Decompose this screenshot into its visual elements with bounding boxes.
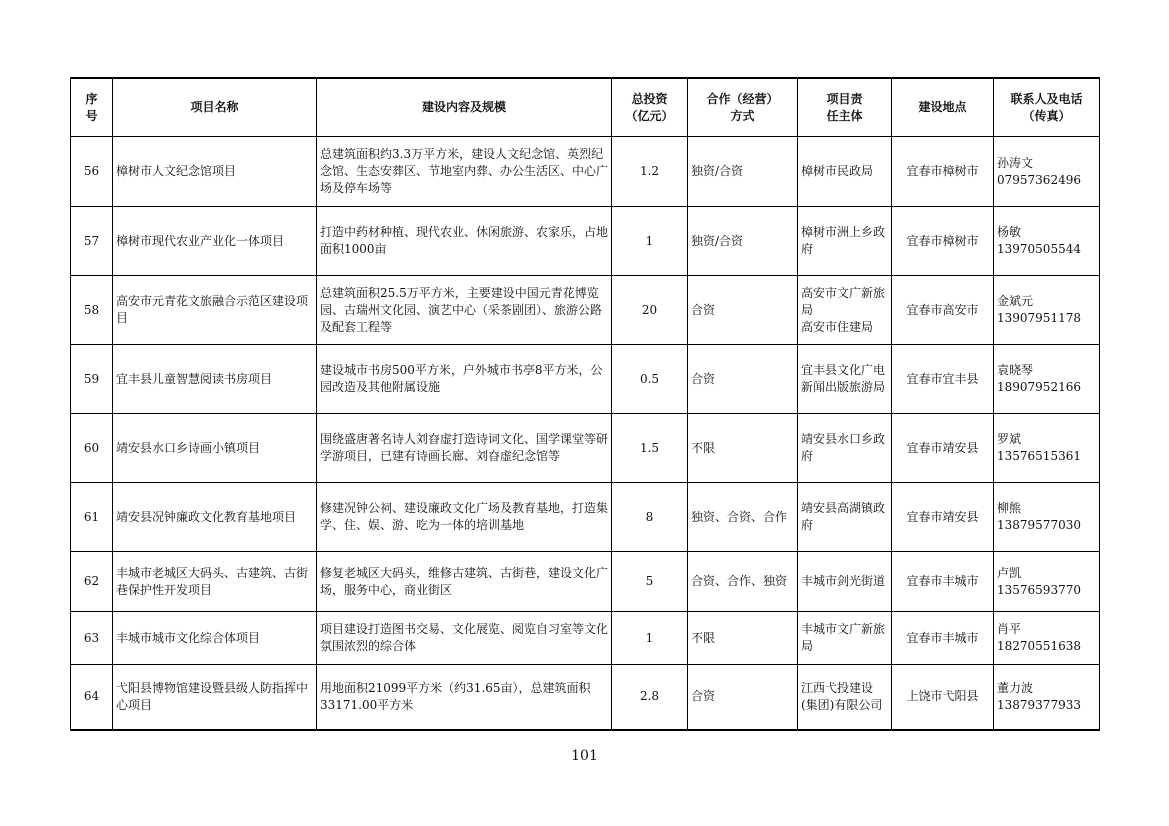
contact-phone: 13907951178 (997, 311, 1081, 325)
header-location: 建设地点 (892, 78, 994, 137)
contact-cell (994, 276, 1100, 345)
row-number-cell: 56 (71, 137, 113, 207)
location-cell: 宜春市丰城市 (892, 612, 994, 665)
location-cell: 宜春市丰城市 (892, 552, 994, 612)
project-name-cell: 樟树市人文纪念馆项目 (113, 137, 317, 207)
contact-cell (994, 483, 1100, 552)
contact-cell (994, 665, 1100, 730)
contact-cell (994, 137, 1100, 207)
header-owner: 项目责 任主体 (798, 78, 892, 137)
contact-phone: 18907952166 (997, 380, 1081, 394)
responsible-entity-cell: 江西弋投建设(集团)有限公司 (798, 665, 892, 730)
contact-name: 董力波 (997, 680, 1034, 695)
cooperation-mode-cell: 独资/合资 (688, 137, 798, 207)
table-body (71, 137, 1100, 730)
total-investment-cell: 1 (612, 207, 688, 276)
contact-phone: 07957362496 (997, 172, 1081, 187)
cooperation-mode-cell: 合资、合作、独资 (688, 552, 798, 612)
row-number-cell: 61 (71, 483, 113, 552)
project-name-cell: 高安市元青花文旅融合示范区建设项目 (113, 276, 317, 345)
cooperation-mode-cell: 合资 (688, 276, 798, 345)
table-row (71, 137, 1100, 207)
cooperation-mode-cell: 不限 (688, 414, 798, 483)
header-mode: 合作（经营） 方式 (688, 78, 798, 137)
project-content-cell: 用地面积21099平方米（约31.65亩），总建筑面积33171.00平方米 (317, 665, 612, 730)
responsible-entity-cell: 宜丰县文化广电新闻出版旅游局 (798, 345, 892, 414)
project-content-cell: 总建筑面积约3.3万平方米，建设人文纪念馆、英烈纪念馆、生态安葬区、节地室内葬、办公生活区、中心广场及停车场等 (317, 137, 612, 207)
contact-cell (994, 345, 1100, 414)
contact-name: 卢凯 (997, 565, 1022, 580)
cooperation-mode-cell: 独资/合资 (688, 207, 798, 276)
table-row (71, 665, 1100, 730)
total-investment-cell: 1.2 (612, 137, 688, 207)
project-content-cell: 总建筑面积25.5万平方米，主要建设中国元青花博览园、古瑞州文化园、演艺中心（采茶剧团）、旅游公路及配套工程等 (317, 276, 612, 345)
contact-cell (994, 207, 1100, 276)
contact-phone: 18270551638 (997, 639, 1081, 653)
table-header-row (71, 78, 1100, 137)
responsible-entity-cell: 高安市文广新旅局 高安市住建局 (798, 276, 892, 345)
table-row (71, 483, 1100, 552)
row-number-cell: 63 (71, 612, 113, 665)
project-name-cell: 靖安县况钟廉政文化教育基地项目 (113, 483, 317, 552)
row-number-cell: 58 (71, 276, 113, 345)
contact-name: 杨敏 (997, 225, 1022, 239)
project-content-cell: 修复老城区大码头，维修古建筑、古街巷，建设文化广场，服务中心，商业街区 (317, 552, 612, 612)
total-investment-cell: 20 (612, 276, 688, 345)
total-investment-cell: 8 (612, 483, 688, 552)
project-table (70, 77, 1100, 731)
responsible-entity-cell: 樟树市民政局 (798, 137, 892, 207)
responsible-entity-cell: 丰城市剑光街道 (798, 552, 892, 612)
project-content-cell: 项目建设打造图书交易、文化展览、阅览自习室等文化氛围浓烈的综合体 (317, 612, 612, 665)
row-number-cell: 62 (71, 552, 113, 612)
contact-name: 罗斌 (997, 432, 1022, 446)
row-number-cell: 60 (71, 414, 113, 483)
contact-phone: 13879377933 (997, 697, 1081, 712)
project-name-cell: 丰城市城市文化综合体项目 (113, 612, 317, 665)
total-investment-cell: 0.5 (612, 345, 688, 414)
responsible-entity-cell: 丰城市文广新旅局 (798, 612, 892, 665)
responsible-entity-cell: 靖安县水口乡政府 (798, 414, 892, 483)
page-number: 101 (571, 748, 598, 764)
project-table-container (70, 77, 1100, 731)
project-name-cell: 丰城市老城区大码头、古建筑、古街巷保护性开发项目 (113, 552, 317, 612)
contact-name: 孙涛文 (997, 155, 1034, 170)
header-name: 项目名称 (113, 78, 317, 137)
table-row (71, 612, 1100, 665)
location-cell: 宜春市宜丰县 (892, 345, 994, 414)
location-cell: 宜春市高安市 (892, 276, 994, 345)
responsible-entity-cell: 樟树市洲上乡政府 (798, 207, 892, 276)
table-row (71, 276, 1100, 345)
cooperation-mode-cell: 不限 (688, 612, 798, 665)
project-name-cell: 靖安县水口乡诗画小镇项目 (113, 414, 317, 483)
header-content: 建设内容及规模 (317, 78, 612, 137)
project-name-cell: 弋阳县博物馆建设暨县级人防指挥中心项目 (113, 665, 317, 730)
contact-name: 柳熊 (997, 501, 1022, 515)
total-investment-cell: 1.5 (612, 414, 688, 483)
contact-name: 金斌元 (997, 294, 1034, 308)
responsible-entity-cell: 靖安县高湖镇政府 (798, 483, 892, 552)
project-content-cell: 围绕盛唐著名诗人刘昚虚打造诗词文化、国学课堂等研学游项目，已建有诗画长廊、刘昚虚纪念馆等 (317, 414, 612, 483)
contact-phone: 13879577030 (997, 518, 1081, 532)
contact-phone: 13576593770 (997, 582, 1081, 597)
row-number-cell: 57 (71, 207, 113, 276)
cooperation-mode-cell: 合资 (688, 345, 798, 414)
row-number-cell: 59 (71, 345, 113, 414)
contact-cell (994, 612, 1100, 665)
total-investment-cell: 2.8 (612, 665, 688, 730)
total-investment-cell: 1 (612, 612, 688, 665)
location-cell: 宜春市靖安县 (892, 483, 994, 552)
project-content-cell: 打造中药材种植、现代农业、休闲旅游、农家乐，占地面积1000亩 (317, 207, 612, 276)
contact-name: 袁晓琴 (997, 363, 1034, 377)
project-content-cell: 建设城市书房500平方米，户外城市书亭8平方米，公园改造及其他附属设施 (317, 345, 612, 414)
header-no: 序 号 (71, 78, 113, 137)
location-cell: 上饶市弋阳县 (892, 665, 994, 730)
location-cell: 宜春市靖安县 (892, 414, 994, 483)
location-cell: 宜春市樟树市 (892, 137, 994, 207)
cooperation-mode-cell: 合资 (688, 665, 798, 730)
table-row (71, 414, 1100, 483)
cooperation-mode-cell: 独资、合资、合作 (688, 483, 798, 552)
contact-cell (994, 414, 1100, 483)
row-number-cell: 64 (71, 665, 113, 730)
total-investment-cell: 5 (612, 552, 688, 612)
table-row (71, 207, 1100, 276)
table-row (71, 345, 1100, 414)
contact-name: 肖平 (997, 622, 1022, 636)
contact-cell (994, 552, 1100, 612)
project-content-cell: 修建况钟公祠、建设廉政文化广场及教育基地，打造集学、住、娱、游、吃为一体的培训基地 (317, 483, 612, 552)
header-contact: 联系人及电话 （传真） (994, 78, 1100, 137)
contact-phone: 13576515361 (997, 449, 1081, 463)
contact-phone: 13970505544 (997, 242, 1081, 256)
location-cell: 宜春市樟树市 (892, 207, 994, 276)
project-name-cell: 宜丰县儿童智慧阅读书房项目 (113, 345, 317, 414)
header-investment: 总投资 （亿元） (612, 78, 688, 137)
project-name-cell: 樟树市现代农业产业化一体项目 (113, 207, 317, 276)
table-row (71, 552, 1100, 612)
